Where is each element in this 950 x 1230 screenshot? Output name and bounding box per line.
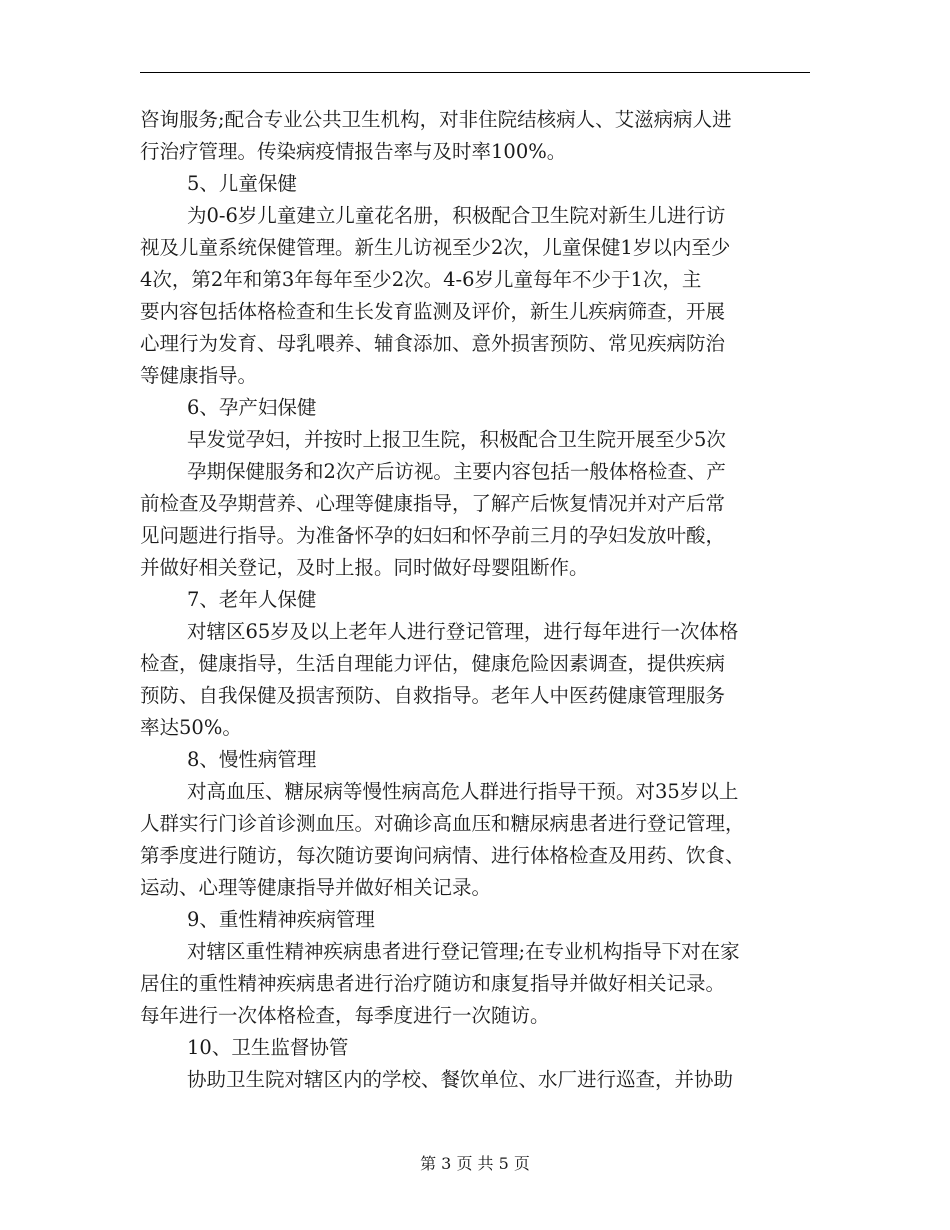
paragraph-line: 人群实行门诊首诊测血压。对确诊高血压和糖尿病患者进行登记管理， bbox=[140, 812, 745, 835]
paragraph-line: 每年进行一次体格检查，每季度进行一次随访。 bbox=[140, 1004, 550, 1027]
paragraph-line: 咨询服务;配合专业公共卫生机构，对非住院结核病人、艾滋病病人进 bbox=[140, 108, 732, 131]
paragraph-line: 对辖区重性精神疾病患者进行登记管理;在专业机构指导下对在家 bbox=[187, 940, 740, 963]
paragraph-line: 并做好相关登记，及时上报。同时做好母婴阻断作。 bbox=[140, 556, 589, 579]
paragraph-line: 早发觉孕妇，并按时上报卫生院，积极配合卫生院开展至少5次 bbox=[187, 428, 726, 451]
paragraph-line: 前检查及孕期营养、心理等健康指导，了解产后恢复情况并对产后常 bbox=[140, 492, 726, 515]
paragraph-line: 为0-6岁儿童建立儿童花名册，积极配合卫生院对新生儿进行访 bbox=[187, 204, 726, 227]
paragraph-line: 运动、心理等健康指导并做好相关记录。 bbox=[140, 876, 492, 899]
paragraph-line: 居住的重性精神疾病患者进行治疗随访和康复指导并做好相关记录。 bbox=[140, 972, 726, 995]
paragraph-line: 见问题进行指导。为准备怀孕的妇妇和怀孕前三月的孕妇发放叶酸， bbox=[140, 524, 726, 547]
paragraph-line: 对高血压、糖尿病等慢性病高危人群进行指导干预。对35岁以上 bbox=[187, 780, 739, 803]
paragraph-line: 协助卫生院对辖区内的学校、餐饮单位、水厂进行巡查，并协助 bbox=[187, 1068, 734, 1091]
paragraph-line: 心理行为发育、母乳喂养、辅食添加、意外损害预防、常见疾病防治 bbox=[140, 332, 726, 355]
header-rule bbox=[140, 72, 810, 73]
paragraph-line: 检查，健康指导，生活自理能力评估，健康危险因素调查，提供疾病 bbox=[140, 652, 726, 675]
section-heading: 9、重性精神疾病管理 bbox=[187, 908, 375, 931]
paragraph-line: 对辖区65岁及以上老年人进行登记管理，进行每年进行一次体格 bbox=[187, 620, 739, 643]
paragraph-line: 行治疗管理。传染病疫情报告率与及时率100%。 bbox=[140, 140, 567, 163]
paragraph-line: 预防、自我保健及损害预防、自救指导。老年人中医药健康管理服务 bbox=[140, 684, 726, 707]
paragraph-line: 孕期保健服务和2次产后访视。主要内容包括一般体格检查、产 bbox=[187, 460, 726, 483]
paragraph-line: 第季度进行随访，每次随访要询问病情、进行体格检查及用药、饮食、 bbox=[140, 844, 745, 867]
section-heading: 5、儿童保健 bbox=[187, 172, 297, 195]
paragraph-line: 要内容包括体格检查和生长发育监测及评价，新生儿疾病筛查，开展 bbox=[140, 300, 726, 323]
section-heading: 7、老年人保健 bbox=[187, 588, 317, 611]
paragraph-line: 视及儿童系统保健管理。新生儿访视至少2次，儿童保健1岁以内至少 bbox=[140, 236, 731, 259]
paragraph-line: 等健康指导。 bbox=[140, 364, 258, 387]
section-heading: 8、慢性病管理 bbox=[187, 748, 317, 771]
paragraph-line: 4次，第2年和第3年每年至少2次。4-6岁儿童每年不少于1次，主 bbox=[140, 268, 702, 291]
section-heading: 10、卫生监督协管 bbox=[187, 1036, 349, 1059]
document-body bbox=[140, 104, 810, 1096]
page-footer: 第 3 页 共 5 页 bbox=[420, 1154, 530, 1173]
paragraph-line: 率达50%。 bbox=[140, 716, 242, 739]
section-heading: 6、孕产妇保健 bbox=[187, 396, 317, 419]
